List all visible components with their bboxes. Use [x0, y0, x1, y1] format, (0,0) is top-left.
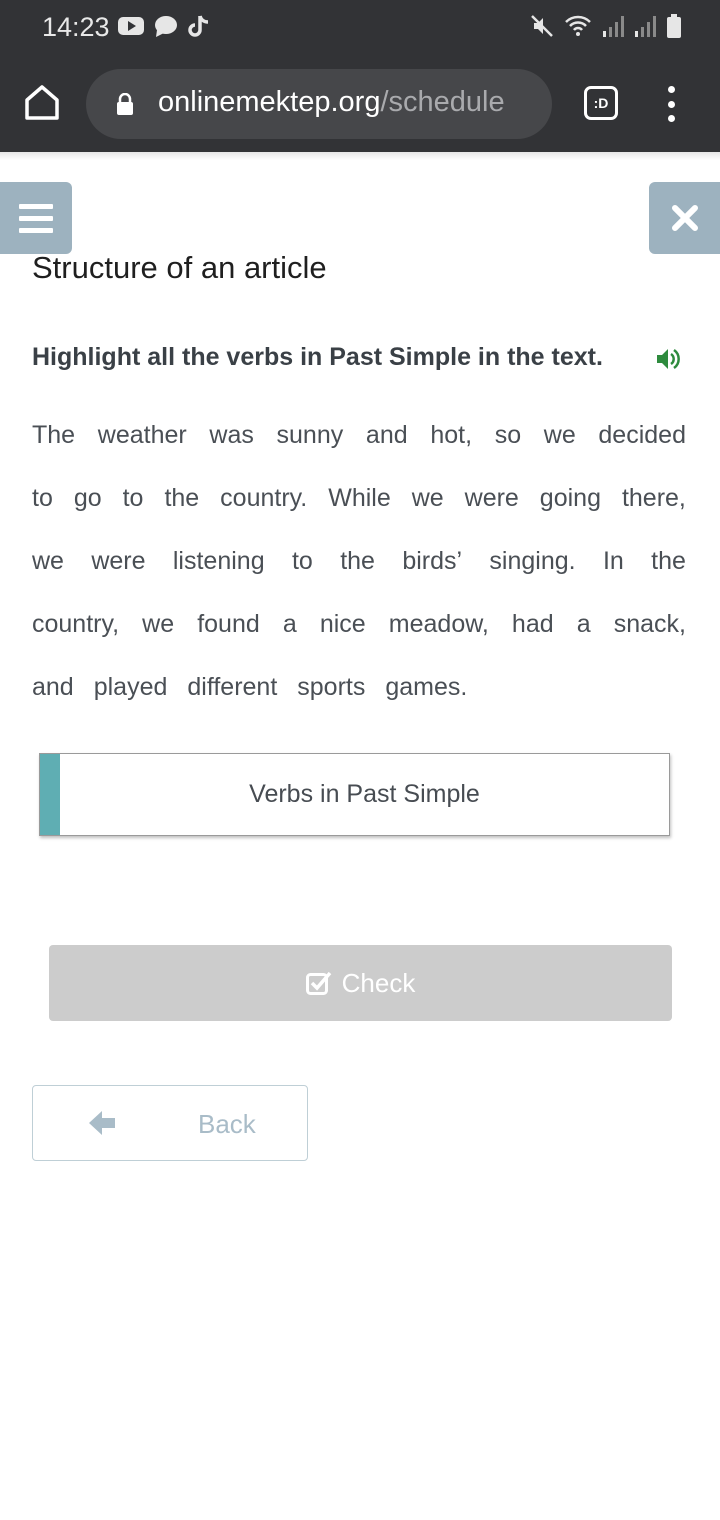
exercise-text [32, 404, 686, 719]
word-token[interactable]: sunny [276, 421, 344, 449]
text-line [32, 467, 686, 530]
word-token[interactable]: the [651, 547, 686, 575]
word-token[interactable]: to [32, 484, 53, 512]
word-token[interactable]: the [340, 547, 375, 575]
word-token[interactable]: different [187, 673, 278, 701]
url-path: /schedule [380, 86, 505, 118]
word-token[interactable]: we [142, 610, 175, 638]
word-token[interactable]: decided [598, 421, 686, 449]
hamburger-icon [19, 204, 53, 209]
checkbox-icon [306, 971, 332, 995]
home-icon[interactable] [22, 82, 62, 122]
word-token[interactable]: birds’ [402, 547, 463, 575]
word-token[interactable]: going [539, 484, 601, 512]
word-token[interactable]: meadow, [388, 610, 489, 638]
close-button[interactable] [649, 182, 720, 254]
battery-icon [666, 14, 682, 38]
status-left-icons [118, 14, 210, 38]
word-token[interactable]: singing. [489, 547, 576, 575]
back-button[interactable] [32, 1085, 308, 1161]
url-field[interactable] [86, 69, 552, 139]
check-button-label: Check [341, 967, 416, 998]
word-token[interactable]: found [197, 610, 260, 638]
word-token[interactable]: While [328, 484, 391, 512]
word-token[interactable]: country, [32, 610, 120, 638]
text-line [32, 593, 686, 656]
word-token[interactable]: country. [220, 484, 308, 512]
word-token[interactable]: a [282, 610, 297, 638]
word-token[interactable]: nice [319, 610, 366, 638]
url-domain: onlinemektep.org [158, 86, 381, 118]
signal-icon [602, 15, 624, 37]
word-token[interactable]: to [122, 484, 144, 512]
word-token[interactable]: listening [172, 547, 265, 575]
word-token[interactable]: weather [97, 421, 187, 449]
wifi-icon [564, 14, 592, 38]
browser-toolbar [0, 56, 720, 152]
lock-icon [116, 93, 134, 115]
text-line [32, 530, 686, 593]
status-right-icons [530, 14, 682, 38]
verbs-drop-area-label: Verbs in Past Simple [249, 780, 480, 808]
drop-area-accent [40, 754, 60, 835]
page-shadow [0, 152, 720, 160]
word-token[interactable]: and [32, 673, 74, 701]
status-time: 14:23 [42, 12, 110, 42]
close-icon [671, 204, 699, 232]
word-token[interactable]: the [164, 484, 200, 512]
url-text [158, 86, 505, 119]
text-line [32, 656, 686, 719]
word-token[interactable]: so [494, 421, 522, 449]
word-token[interactable]: snack, [613, 610, 686, 638]
word-token[interactable]: games. [385, 673, 468, 701]
text-line [32, 404, 686, 467]
word-token[interactable]: we [411, 484, 444, 512]
word-token[interactable]: there, [621, 484, 686, 512]
word-token[interactable]: to [291, 547, 313, 575]
more-options-icon[interactable] [664, 86, 678, 122]
check-button[interactable] [49, 945, 672, 1021]
word-token[interactable]: sports [297, 673, 366, 701]
verbs-drop-area[interactable] [39, 753, 670, 836]
tiktok-icon [188, 14, 210, 38]
tab-switcher-button[interactable]: :D [584, 86, 618, 120]
page-title: Structure of an article [32, 250, 327, 285]
word-token[interactable]: was [209, 421, 254, 449]
word-token[interactable]: In [602, 547, 624, 575]
word-token[interactable]: were [464, 484, 519, 512]
word-token[interactable]: were [91, 547, 146, 575]
task-instruction: Highlight all the verbs in Past Simple in the text. [32, 343, 603, 371]
word-token[interactable]: played [93, 673, 168, 701]
word-token[interactable]: and [365, 421, 408, 449]
status-bar [0, 0, 720, 56]
word-token[interactable]: The [32, 421, 76, 449]
youtube-icon [118, 16, 144, 36]
word-token[interactable]: we [32, 547, 64, 575]
word-token[interactable]: a [576, 610, 591, 638]
word-token[interactable]: go [73, 484, 102, 512]
speaker-icon[interactable] [654, 346, 682, 372]
back-button-label: Back [198, 1109, 256, 1139]
word-token[interactable]: we [543, 421, 576, 449]
word-token[interactable]: hot, [430, 421, 473, 449]
chat-icon [154, 15, 178, 37]
menu-button[interactable] [0, 182, 72, 254]
signal-icon [634, 15, 656, 37]
mute-icon [530, 14, 554, 38]
arrow-left-icon [89, 1110, 117, 1136]
word-token[interactable]: had [511, 610, 554, 638]
